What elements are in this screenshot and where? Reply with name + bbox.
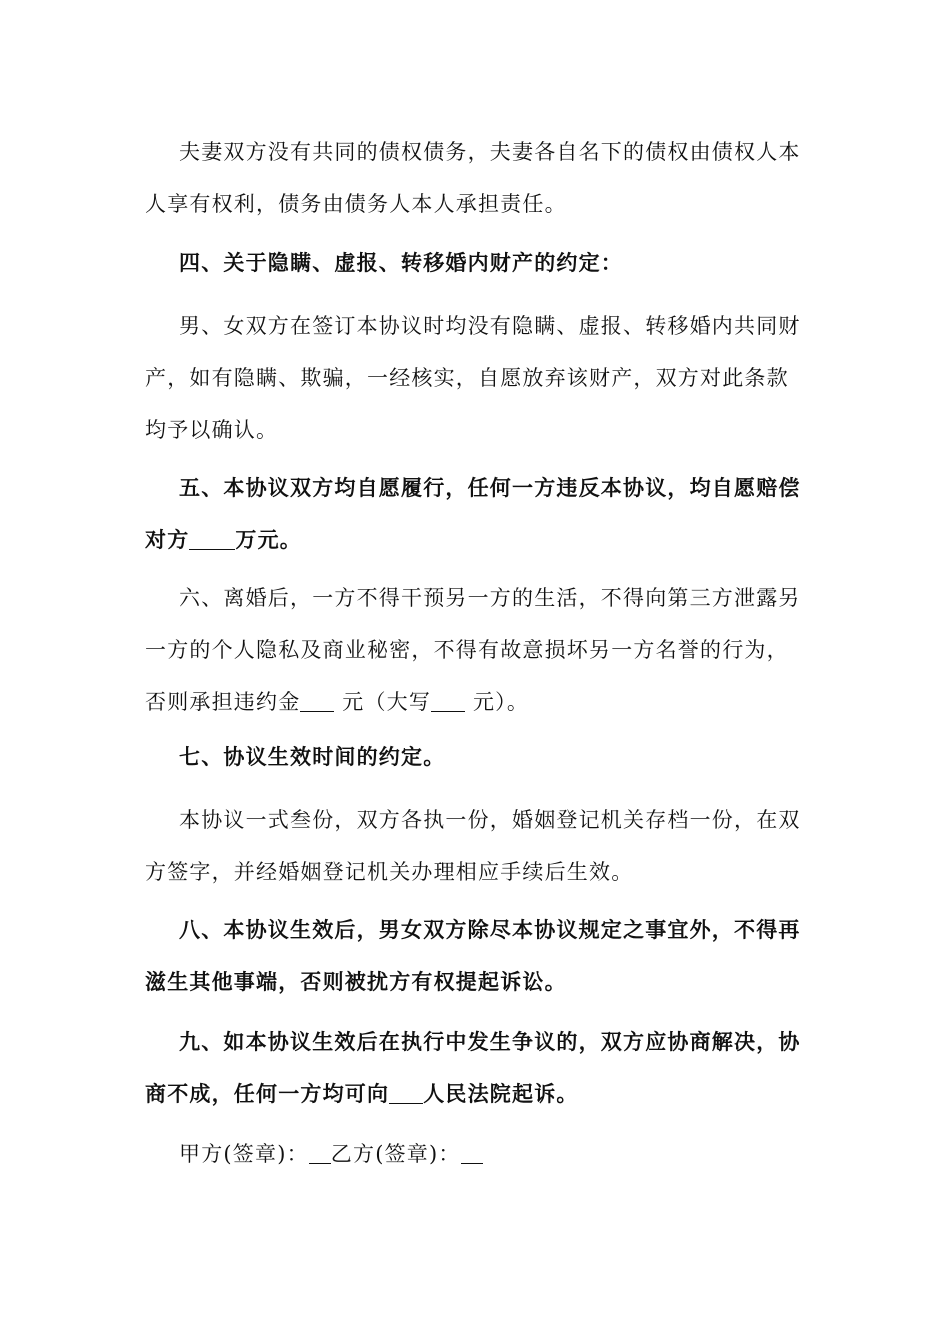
heading-section-4: 四、关于隐瞒、虚报、转移婚内财产的约定：	[179, 250, 623, 275]
heading-section-7: 七、协议生效时间的约定。	[179, 744, 446, 769]
section-6-end: 元）。	[465, 690, 530, 714]
section-6-text: 六、离婚后，一方不得干预另一方的生活，不得向第三方泄露另一方的个人隐私及商业秘密，不得有故意损坏另一方名誉的行为，否则承担违约金	[145, 586, 801, 714]
party-a-signature-label: 甲方(签章)：	[179, 1142, 309, 1166]
section-9-end: 人民法院起诉。	[423, 1081, 579, 1106]
section-5-unit: 万元。	[235, 527, 303, 552]
section-5-text: 五、本协议双方均自愿履行，任何一方违反本协议，均自愿赔偿对方	[145, 475, 801, 552]
penalty-amount-uppercase-blank	[431, 689, 465, 712]
paragraph-section-8: 八、本协议生效后，男女双方除尽本协议规定之事宜外，不得再滋生其他事端，否则被扰方有权提起诉讼。	[145, 917, 801, 994]
party-a-signature-blank	[309, 1141, 331, 1164]
section-6-middle: 元（大写	[334, 690, 432, 714]
paragraph-section-5-compensation	[145, 462, 810, 566]
paragraph-debts: 夫妻双方没有共同的债权债务，夫妻各自名下的债权由债权人本人享有权利，债务由债务人本人承担责任。	[145, 140, 801, 216]
paragraph-effective-copies: 本协议一式叁份，双方各执一份，婚姻登记机关存档一份，在双方签字，并经婚姻登记机关办理相应手续后生效。	[145, 808, 801, 884]
paragraph-section-9-dispute	[145, 1016, 810, 1120]
paragraph-no-concealment: 男、女双方在签订本协议时均没有隐瞒、虚报、转移婚内共同财产，如有隐瞒、欺骗，一经核实，自愿放弃该财产，双方对此条款均予以确认。	[145, 314, 801, 442]
penalty-amount-blank	[300, 689, 334, 712]
party-b-signature-label: 乙方(签章)：	[330, 1142, 461, 1166]
compensation-amount-blank	[189, 527, 235, 550]
court-name-blank	[389, 1081, 423, 1104]
paragraph-section-6-privacy	[145, 572, 810, 728]
party-b-signature-blank	[461, 1141, 483, 1164]
signature-line	[145, 1128, 810, 1180]
section-9-text: 九、如本协议生效后在执行中发生争议的，双方应协商解决，协商不成，任何一方均可向	[145, 1029, 801, 1106]
